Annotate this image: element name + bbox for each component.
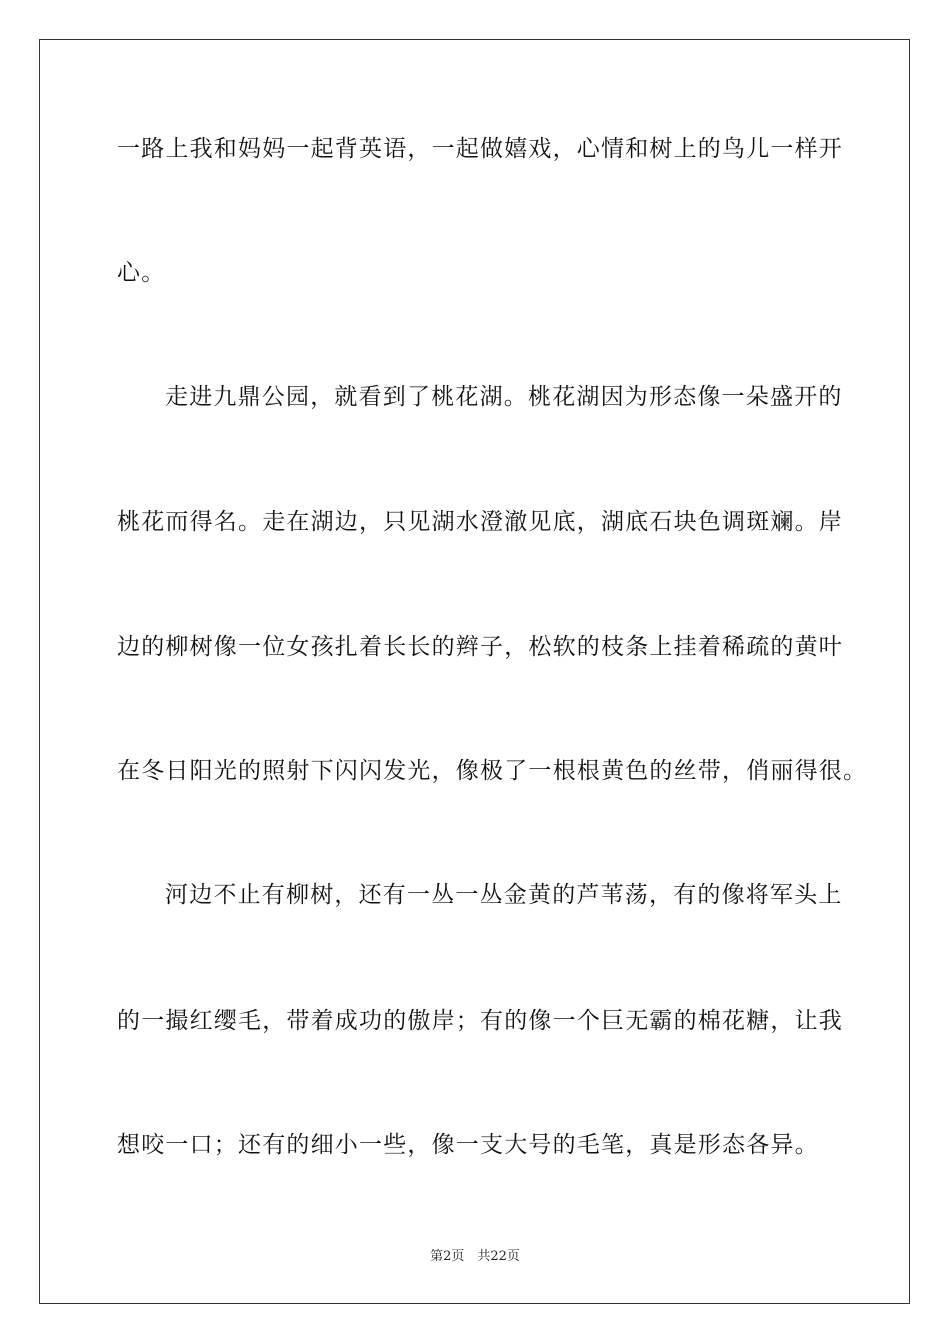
paragraph-line: 河边不止有柳树，还有一丛一丛金黄的芦苇荡，有的像将军头上 <box>165 882 843 908</box>
paragraph-line: 的一撮红缨毛，带着成功的傲岸；有的像一个巨无霸的棉花糖，让我 <box>117 1008 843 1034</box>
paragraph-line: 边的柳树像一位女孩扎着长长的辫子，松软的枝条上挂着稀疏的黄叶 <box>117 634 843 660</box>
paragraph-line: 想咬一口；还有的细小一些，像一支大号的毛笔，真是形态各异。 <box>117 1132 819 1158</box>
paragraph-line: 桃花而得名。走在湖边，只见湖水澄澈见底，湖底石块色调斑斓。岸 <box>117 509 843 535</box>
paragraph-line: 在冬日阳光的照射下闪闪发光，像极了一根根黄色的丝带，俏丽得很。 <box>117 758 868 784</box>
page-number: 第2页 共22页 <box>430 1249 520 1264</box>
paragraph-line: 一路上我和妈妈一起背英语，一起做嬉戏，心情和树上的鸟儿一样开 <box>117 136 843 162</box>
paragraph-line: 心。 <box>117 260 166 286</box>
page-border <box>39 39 910 1304</box>
paragraph-line: 走进九鼎公园，就看到了桃花湖。桃花湖因为形态像一朵盛开的 <box>165 384 843 410</box>
page-number-footer <box>0 1248 950 1266</box>
